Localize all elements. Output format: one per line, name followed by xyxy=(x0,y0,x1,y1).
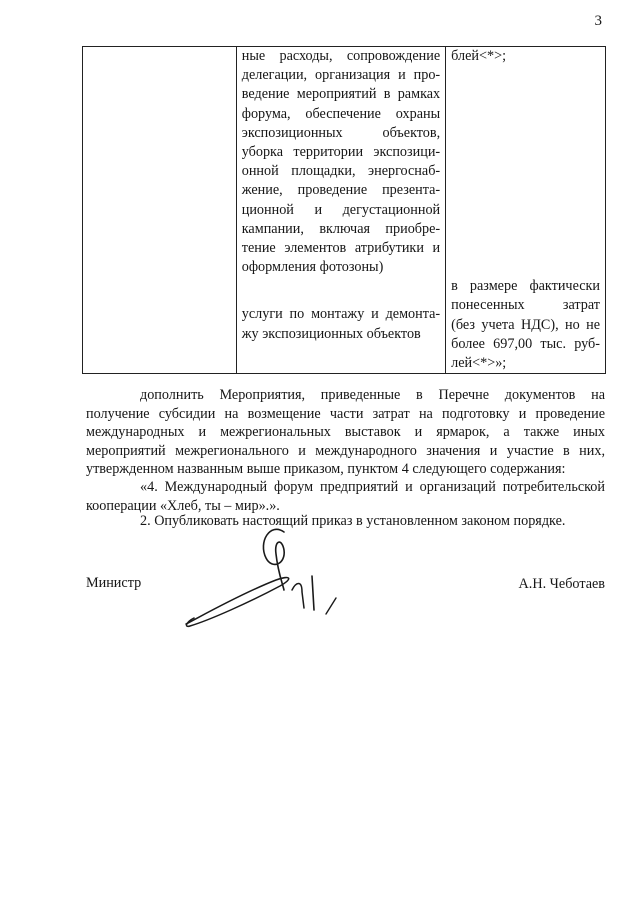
paragraph-line: мероприятий межрегионального и международного значения и участие в них, xyxy=(86,442,605,459)
paragraph-line: утвержденном названным выше приказом, пунктом 4 следующего содержания: xyxy=(86,461,566,477)
paragraph-line: международных и межрегиональных выставок и ярмарок, а также иных xyxy=(86,424,605,440)
table-line: понесенных затрат xyxy=(451,297,600,314)
table-line: тение элементов атрибутики и xyxy=(241,240,441,257)
page-number: 3 xyxy=(594,13,602,29)
table-line: жение, проведение презента- xyxy=(241,182,441,199)
table-line: ционной и дегустационной xyxy=(241,201,441,218)
paragraph-line: дополнить Мероприятия, приведенные в Перечне документов на xyxy=(140,387,605,403)
table-line: экспозиционных объектов, xyxy=(241,124,441,141)
table-line: ные расходы, сопровождение xyxy=(241,48,441,64)
table-cell-description xyxy=(236,47,445,374)
table-line: ведение мероприятий в рамках xyxy=(241,86,441,103)
signer-name: А.Н. Чеботаев xyxy=(518,576,605,592)
table-line: жу экспозиционных объектов xyxy=(241,325,421,342)
table-line: уборка территории экспозици- xyxy=(241,144,441,161)
table-line: онной площадки, энергоснаб- xyxy=(241,163,441,180)
table-line: (без учета НДС), но не xyxy=(451,316,600,333)
handwritten-signature xyxy=(180,520,360,630)
paragraph-line: «4. Международный форум предприятий и организаций потребительской xyxy=(140,479,605,495)
table-line: услуги по монтажу и демонта- xyxy=(241,306,441,323)
cell-spacer xyxy=(242,277,440,305)
quoted-item-paragraph xyxy=(86,478,605,515)
table-line: блей<*>; xyxy=(451,48,507,64)
paragraph-line: получение субсидии на возмещение части затрат на подготовку и проведение xyxy=(86,405,605,422)
amendment-paragraph xyxy=(86,386,605,479)
table-cell-empty xyxy=(83,47,237,374)
position-title: Министр xyxy=(86,575,142,591)
table-line: оформления фотозоны) xyxy=(241,259,384,276)
publish-paragraph: 2. Опубликовать настоящий приказ в установленном законом порядке. xyxy=(140,513,566,529)
table-line: кампании, включая приобре- xyxy=(241,220,441,237)
continued-table xyxy=(82,46,606,374)
table-line: более 697,00 тыс. руб- xyxy=(451,335,600,352)
table-line: форума, обеспечение охраны xyxy=(241,105,441,122)
table-line: в размере фактически xyxy=(451,278,600,295)
table-row xyxy=(83,47,606,374)
table-line: делегации, организация и про- xyxy=(241,67,441,84)
paragraph-line: кооперации «Хлеб, ты – мир».». xyxy=(86,497,280,514)
table-cell-amount xyxy=(446,47,606,374)
cell-spacer xyxy=(451,66,600,277)
table-line: лей<*>»; xyxy=(451,355,507,372)
